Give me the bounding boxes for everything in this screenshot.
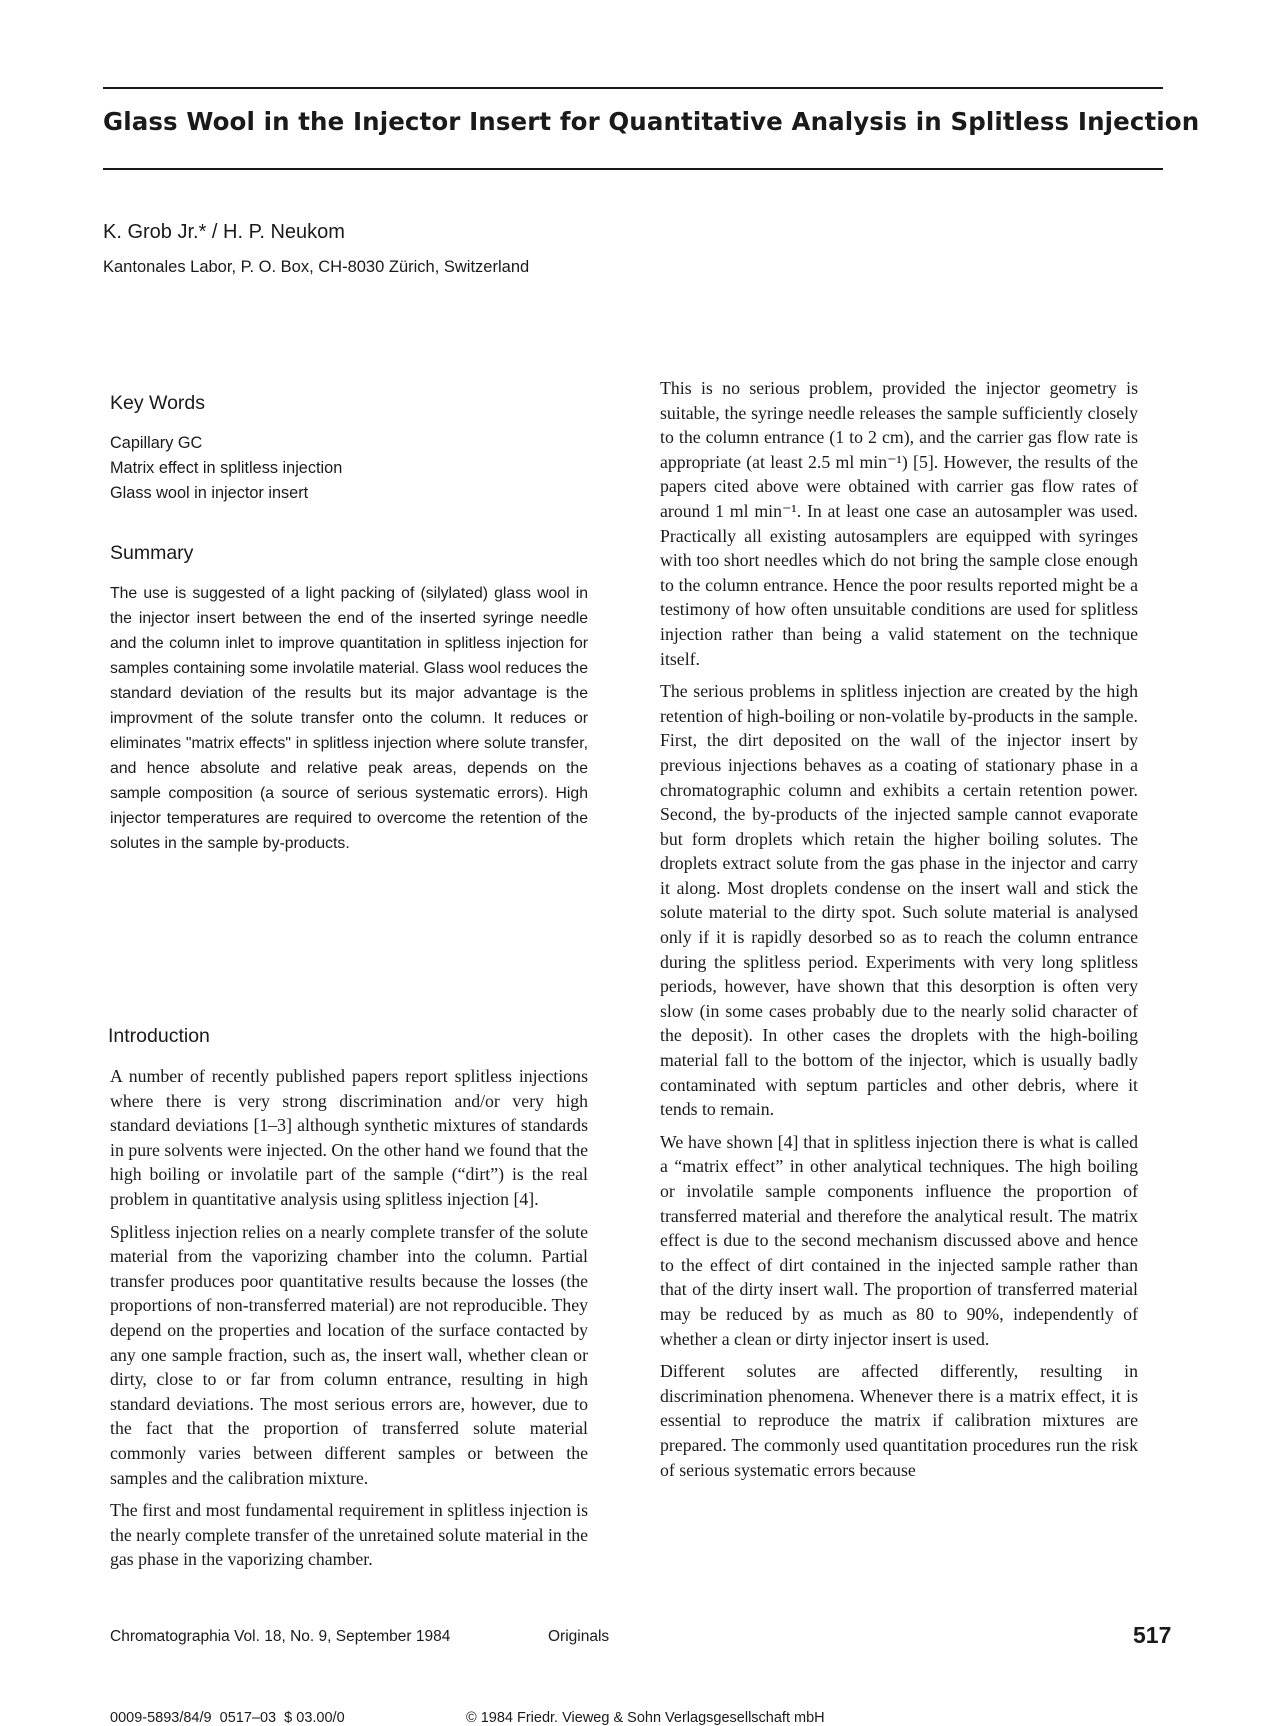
intro-paragraph: The first and most fundamental requirement in splitless injection is the nearly complete transfer of the unretained solute material in the gas phase in the vaporizing chamber. xyxy=(110,1500,588,1570)
keyword-item: Glass wool in injector insert xyxy=(110,484,309,502)
keywords-heading: Key Words xyxy=(110,392,206,414)
section-label: Originals xyxy=(548,1628,610,1645)
affiliation: Kantonales Labor, P. O. Box, CH-8030 Zürich, Switzerland xyxy=(103,258,530,276)
copyright: © 1984 Friedr. Vieweg & Sohn Verlagsgesellschaft mbH xyxy=(466,1710,825,1726)
journal-citation: Chromatographia Vol. 18, No. 9, September 1984 xyxy=(110,1628,451,1645)
article-code: 0009-5893/84/9 0517–03 $ 03.00/0 xyxy=(110,1710,345,1726)
summary-heading: Summary xyxy=(110,542,194,564)
body-paragraph: Different solutes are affected differently, resulting in discrimination phenomena. Whenever there is a matrix effect, it is essential to reproduce the matrix if calibration mixtures are prepared. The commonly used quantitation procedures run the risk of serious systematic errors because xyxy=(660,1361,1138,1480)
left-column-introduction xyxy=(110,1025,588,1580)
authors: K. Grob Jr.* / H. P. Neukom xyxy=(103,221,345,243)
summary-text: The use is suggested of a light packing of (silylated) glass wool in the injector insert between the end of the inserted syringe needle and the column inlet to improve quantitation in splitless injection for samples containing some involatile material. Glass wool reduces the standard deviation of the results but its major advantage is the improvment of the solute transfer onto the column. It reduces or eliminates "matrix effects" in splitless injection where solute transfer, and hence absolute and relative peak areas, depends on the sample composition (a source of serious systematic errors). High injector temperatures are required to overcome the retention of the solutes in the sample by-products. xyxy=(110,585,588,852)
left-column-top xyxy=(110,392,588,856)
intro-paragraph: Splitless injection relies on a nearly complete transfer of the solute material from the vaporizing chamber into the column. Partial transfer produces poor quantitative results because the losses (the proportions of non-transferred material) are not reproducible. They depend on the properties and location of the surface contacted by any one sample fraction, such as, the insert wall, whether clean or dirty, close to or far from column entrance, resulting in high standard deviations. The most serious errors are, however, due to the fact that the proportion of transferred solute material commonly varies between different samples or between the samples and the calibration mixture. xyxy=(110,1221,588,1488)
keyword-item: Capillary GC xyxy=(110,434,203,452)
introduction-heading: Introduction xyxy=(108,1025,210,1047)
keywords-list xyxy=(110,431,588,506)
keyword-item: Matrix effect in splitless injection xyxy=(110,459,343,477)
right-column xyxy=(660,376,1138,1490)
page-number: 517 xyxy=(1133,1622,1172,1648)
paper-title: Glass Wool in the Injector Insert for Quantitative Analysis in Splitless Injection xyxy=(103,107,1200,136)
top-rule xyxy=(103,87,1163,89)
intro-paragraph: A number of recently published papers report splitless injections where there is very strong discrimination and/or very high standard deviations [1–3] although synthetic mixtures of standards in pure solvents were injected. On the other hand we found that the high boiling or involatile part of the sample (“dirt”) is the real problem in quantitative analysis using splitless injection [4]. xyxy=(110,1066,588,1209)
body-paragraph: The serious problems in splitless injection are created by the high retention of high-boiling or non-volatile by-products in the sample. First, the dirt deposited on the wall of the injector insert by previous injections behaves as a coating of stationary phase in a chromatographic column and exhibits a certain retention power. Second, the by-products of the injected sample cannot evaporate but form droplets which retain the higher boiling solutes. The droplets extract solute from the gas phase in the injector and carry it along. Most droplets condense on the insert wall and stick the solute material to the dirty spot. Such solute material is analysed only if it is rapidly desorbed so as to reach the column entrance during the splitless period. Experiments with very long splitless periods, however, have shown that this desorption is often very slow (in some cases probably due to the nearly solid character of the deposit). In other cases the droplets with the high-boiling material fall to the bottom of the injector, which is usually badly contaminated with septum particles and other debris, where it tends to remain. xyxy=(660,681,1138,1120)
body-paragraph: We have shown [4] that in splitless injection there is what is called a “matrix effect” in other analytical techniques. The high boiling or involatile sample components influence the proportion of transferred material and therefore the analytical result. The matrix effect is due to the second mechanism discussed above and hence to the effect of dirt contained in the injected sample rather than that of the dirty insert wall. The proportion of transferred material may be reduced by as much as 80 to 90%, independently of whether a clean or dirty injector insert is used. xyxy=(660,1131,1138,1349)
body-paragraph: This is no serious problem, provided the injector geometry is suitable, the syringe needle releases the sample sufficiently closely to the column entrance (1 to 2 cm), and the carrier gas flow rate is appropriate (at least 2.5 ml min⁻¹) [5]. However, the results of the papers cited above were obtained with carrier gas flow rates of around 1 ml min⁻¹. In at least one case an autosampler was used. Practically all existing autosamplers are equipped with syringes with too short needles which do not bring the sample close enough to the column entrance. Hence the poor results reported might be a testimony of how often unsuitable conditions are used for splitless injection rather than being a valid statement on the technique itself. xyxy=(660,378,1138,669)
title-bottom-rule xyxy=(103,168,1163,170)
